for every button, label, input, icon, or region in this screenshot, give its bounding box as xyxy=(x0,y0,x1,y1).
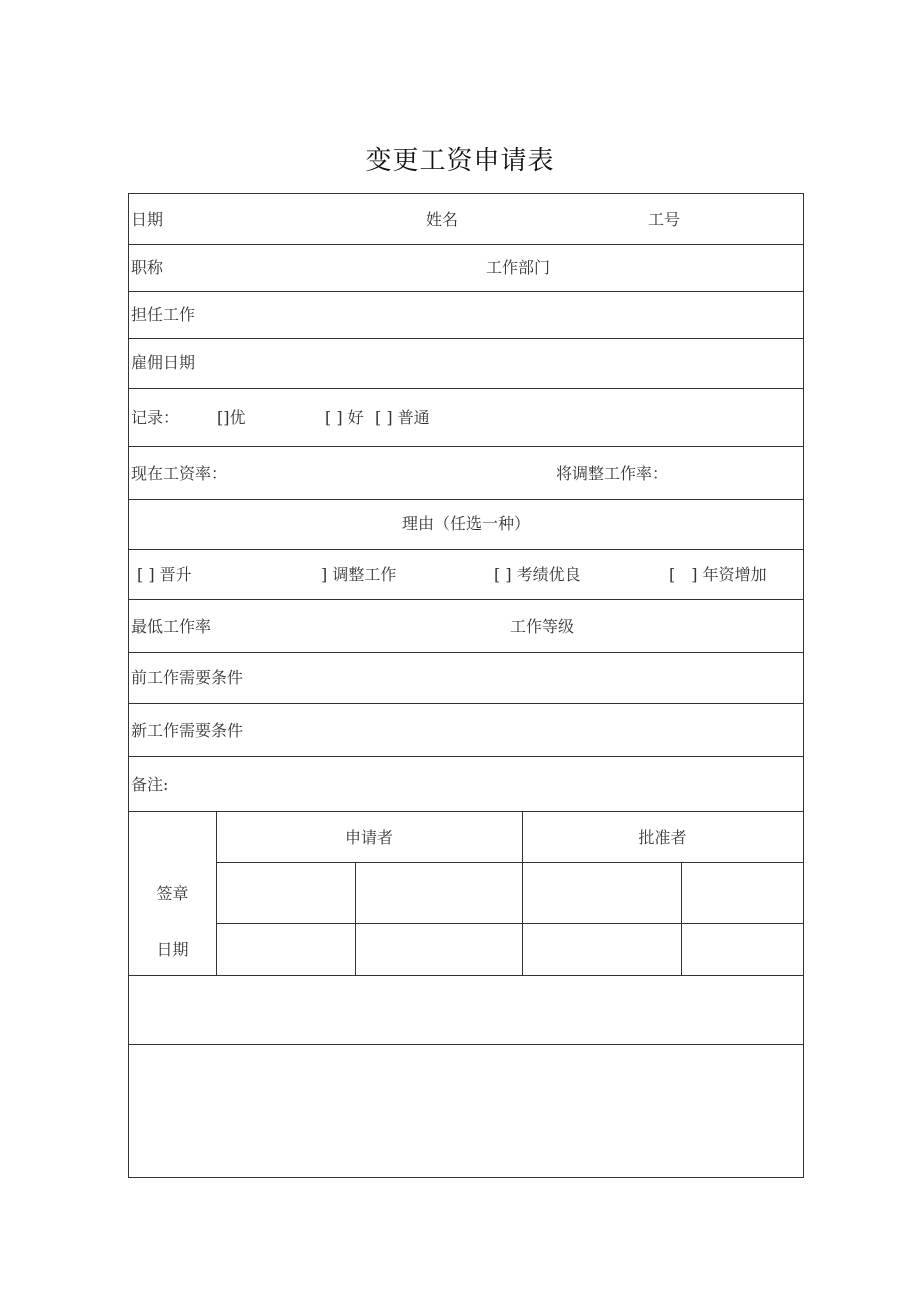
row-divider xyxy=(129,703,803,704)
row-divider xyxy=(129,549,803,550)
row-divider xyxy=(129,338,803,339)
row-divider xyxy=(129,652,803,653)
record-option-good[interactable]: [ ] 好 xyxy=(325,408,364,427)
row-divider xyxy=(129,446,803,447)
row-divider xyxy=(216,923,803,924)
adjusted-rate-label: 将调整工作率： xyxy=(556,464,669,483)
row-divider xyxy=(129,811,803,812)
job-grade-label: 工作等级 xyxy=(510,617,575,636)
reason-option-merit[interactable]: [ ] 考绩优良 xyxy=(494,565,581,584)
page-title: 变更工资申请表 xyxy=(365,146,555,176)
row-divider xyxy=(129,599,803,600)
applicant-header: 申请者 xyxy=(344,828,393,847)
sign-date-label: 日期 xyxy=(156,940,189,959)
reason-option-job-change[interactable]: ] 调整工作 xyxy=(321,565,397,584)
position-label: 职称 xyxy=(131,258,164,277)
record-label: 记录： xyxy=(131,408,180,427)
employee-no-label: 工号 xyxy=(648,210,681,229)
seal-label: 签章 xyxy=(156,884,189,903)
approver-header: 批准者 xyxy=(638,828,687,847)
column-divider xyxy=(355,862,356,975)
current-rate-label: 现在工资率： xyxy=(131,464,228,483)
duty-label: 担任工作 xyxy=(131,305,196,324)
new-job-req-label: 新工作需要条件 xyxy=(131,721,244,740)
row-divider xyxy=(129,499,803,500)
prev-job-req-label: 前工作需要条件 xyxy=(131,668,244,687)
reason-option-seniority[interactable]: [ ] 年资增加 xyxy=(669,565,767,584)
row-divider xyxy=(216,862,803,863)
reason-option-promotion[interactable]: [ ] 晋升 xyxy=(137,565,192,584)
department-label: 工作部门 xyxy=(486,258,551,277)
record-option-normal[interactable]: [ ] 普通 xyxy=(375,408,430,427)
row-divider xyxy=(129,388,803,389)
date-label: 日期 xyxy=(131,210,164,229)
row-divider xyxy=(129,244,803,245)
record-option-excellent[interactable]: []优 xyxy=(217,408,246,427)
row-divider xyxy=(129,975,803,976)
min-rate-label: 最低工作率 xyxy=(131,617,212,636)
row-divider xyxy=(129,291,803,292)
reason-heading: 理由（任选一种） xyxy=(401,514,530,533)
column-divider xyxy=(681,862,682,975)
application-form xyxy=(128,193,804,1178)
row-divider xyxy=(129,756,803,757)
row-divider xyxy=(129,1044,803,1045)
name-label: 姓名 xyxy=(426,210,459,229)
hire-date-label: 雇佣日期 xyxy=(131,353,196,372)
remarks-label: 备注: xyxy=(131,775,169,794)
